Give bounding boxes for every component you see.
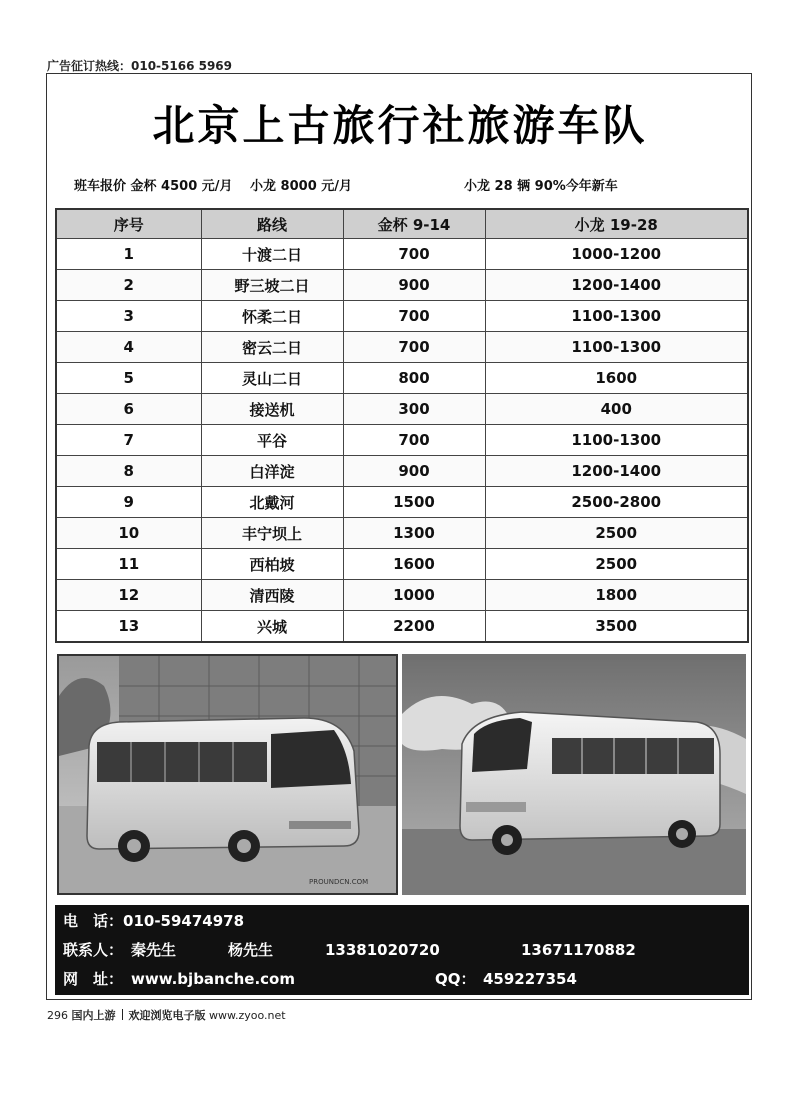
footer-section: 国内上游 bbox=[71, 1009, 116, 1022]
cell-jinbei-price: 1300 bbox=[343, 518, 485, 549]
contact-person-1: 秦先生 bbox=[131, 941, 177, 959]
header-no: 序号 bbox=[57, 210, 201, 239]
cell-jinbei-price: 1500 bbox=[343, 487, 485, 518]
cell-route: 密云二日 bbox=[201, 332, 343, 363]
cell-xiaolong-price: 1100-1300 bbox=[485, 301, 747, 332]
table-row bbox=[57, 239, 747, 270]
cell-jinbei-price: 300 bbox=[343, 394, 485, 425]
cell-jinbei-price: 700 bbox=[343, 239, 485, 270]
cell-route: 平谷 bbox=[201, 425, 343, 456]
cell-no: 6 bbox=[57, 394, 201, 425]
cell-xiaolong-price: 1000-1200 bbox=[485, 239, 747, 270]
cell-xiaolong-price: 3500 bbox=[595, 617, 638, 635]
header-route: 路线 bbox=[201, 210, 343, 239]
cell-route: 西柏坡 bbox=[201, 549, 343, 580]
table-row bbox=[57, 456, 747, 487]
cell-xiaolong-price: 1200-1400 bbox=[485, 456, 747, 487]
table-row bbox=[57, 580, 747, 611]
cell-xiaolong-price: 2500 bbox=[485, 549, 747, 580]
cell-jinbei-price: 900 bbox=[343, 270, 485, 301]
table-body bbox=[57, 239, 747, 642]
phone-label: 电 话： bbox=[63, 912, 124, 930]
cell-no: 13 bbox=[57, 611, 201, 642]
cell-route: 清西陵 bbox=[201, 580, 343, 611]
cell-jinbei-price: 2200 bbox=[343, 611, 485, 642]
bus-image-left bbox=[59, 656, 396, 893]
cell-jinbei-price: 1600 bbox=[343, 549, 485, 580]
cell-no: 1 bbox=[57, 239, 201, 270]
cell-xiaolong-price: 2500-2800 bbox=[485, 487, 747, 518]
contact-panel bbox=[55, 905, 749, 995]
cell-xiaolong-price: 1100-1300 bbox=[485, 332, 747, 363]
cell-xiaolong-price: 1200-1400 bbox=[485, 270, 747, 301]
phone-number[interactable]: 010-59474978 bbox=[123, 912, 245, 930]
cell-no: 5 bbox=[57, 363, 201, 394]
table-row bbox=[57, 301, 747, 332]
header-xiaolong: 小龙 19-28 bbox=[485, 210, 747, 239]
cell-route: 兴城 bbox=[201, 611, 343, 642]
cell-jinbei-price: 700 bbox=[343, 425, 485, 456]
cell-route: 怀柔二日 bbox=[201, 301, 343, 332]
cell-jinbei-price: 1000 bbox=[343, 580, 485, 611]
cell-no: 2 bbox=[57, 270, 201, 301]
page-title: 北京上古旅行社旅游车队 bbox=[152, 101, 648, 150]
contact-web-row bbox=[63, 965, 753, 993]
mobile-number-1[interactable]: 13381020720 bbox=[325, 941, 440, 959]
table-header-row bbox=[57, 210, 747, 239]
table-row bbox=[57, 487, 747, 518]
page-number: 296 bbox=[47, 1009, 68, 1022]
price-info-left: 班车报价 金杯 4500 元/月 小龙 8000 元/月 bbox=[74, 179, 353, 194]
cell-no: 7 bbox=[57, 425, 201, 456]
table-row bbox=[57, 394, 747, 425]
cell-route: 丰宁坝上 bbox=[201, 518, 343, 549]
table-row bbox=[57, 270, 747, 301]
cell-jinbei-price: 900 bbox=[343, 456, 485, 487]
photo-watermark: PROUNDCN.COM bbox=[309, 878, 369, 886]
table-row bbox=[57, 425, 747, 456]
cell-xiaolong-price: 1800 bbox=[485, 580, 747, 611]
footer-welcome: 欢迎浏览电子版 bbox=[128, 1009, 206, 1022]
header-jinbei: 金杯 9-14 bbox=[343, 210, 485, 239]
ad-hotline: 广告征订热线：010-5166 5969 bbox=[47, 59, 233, 73]
table-row bbox=[57, 363, 747, 394]
cell-xiaolong-price: 1600 bbox=[485, 363, 747, 394]
table-row bbox=[57, 611, 747, 642]
cell-route: 北戴河 bbox=[201, 487, 343, 518]
qq-label: QQ： bbox=[435, 970, 476, 988]
page-footer bbox=[47, 1007, 286, 1023]
website-label: 网 址： bbox=[63, 970, 124, 988]
contact-person-2: 杨先生 bbox=[228, 941, 274, 959]
cell-route: 野三坡二日 bbox=[201, 270, 343, 301]
price-info-right: 小龙 28 辆 90%今年新车 bbox=[464, 179, 618, 194]
cell-xiaolong-price: 2500 bbox=[485, 518, 747, 549]
bus-photo-right bbox=[402, 654, 746, 895]
bus-photo-left bbox=[57, 654, 398, 895]
contact-phone-row bbox=[63, 907, 244, 935]
website-link[interactable]: www.bjbanche.com bbox=[131, 970, 295, 988]
mobile-number-2[interactable]: 13671170882 bbox=[521, 941, 636, 959]
cell-route: 十渡二日 bbox=[201, 239, 343, 270]
bus-image-right bbox=[402, 654, 746, 895]
cell-no: 4 bbox=[57, 332, 201, 363]
cell-jinbei-price: 700 bbox=[343, 301, 485, 332]
table-row bbox=[57, 332, 747, 363]
cell-no: 10 bbox=[57, 518, 201, 549]
cell-no: 9 bbox=[57, 487, 201, 518]
footer-url[interactable]: www.zyoo.net bbox=[209, 1009, 286, 1022]
cell-xiaolong-price: 1100-1300 bbox=[485, 425, 747, 456]
footer-divider bbox=[122, 1009, 123, 1020]
table-row bbox=[57, 518, 747, 549]
person-label: 联系人： bbox=[63, 941, 124, 959]
table-row bbox=[57, 549, 747, 580]
qq-number[interactable]: 459227354 bbox=[483, 970, 577, 988]
cell-route: 白洋淀 bbox=[201, 456, 343, 487]
cell-no: 8 bbox=[57, 456, 201, 487]
cell-no: 3 bbox=[57, 301, 201, 332]
cell-no: 11 bbox=[57, 549, 201, 580]
cell-jinbei-price: 800 bbox=[343, 363, 485, 394]
cell-no: 12 bbox=[57, 580, 201, 611]
cell-route: 灵山二日 bbox=[201, 363, 343, 394]
cell-xiaolong-price: 400 bbox=[485, 394, 747, 425]
price-table bbox=[55, 208, 749, 643]
contact-person-row bbox=[63, 936, 753, 964]
cell-jinbei-price: 700 bbox=[343, 332, 485, 363]
cell-route: 接送机 bbox=[201, 394, 343, 425]
